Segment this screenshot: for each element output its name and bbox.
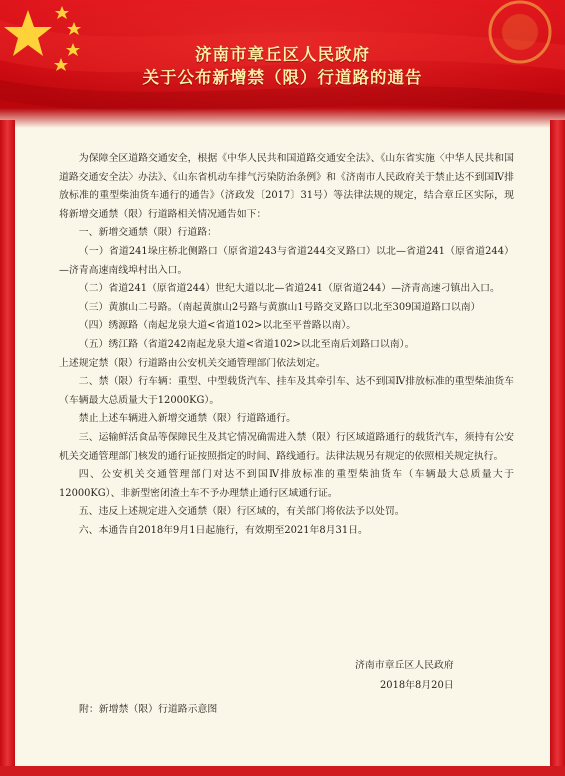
section-4: 四、公安机关交通管理部门对达不到国Ⅳ排放标准的重型柴油货车（车辆最大总质量大于12000KG）、非新型密闭渣土车不予办理禁止通行区域通行证。 bbox=[59, 469, 514, 499]
signature-date: 2018年8月20日 bbox=[380, 680, 454, 691]
header-banner bbox=[0, 0, 565, 128]
bottom-border bbox=[0, 766, 565, 776]
section-1-item: （四）绣源路（南起龙泉大道<省道102>以北至平普路以南）。 bbox=[78, 320, 357, 332]
section-1-item: （五）绣江路（省道242南起龙泉大道<省道102>以北至南后刘路口以南）。 bbox=[78, 338, 415, 350]
attachment-link[interactable]: 附：新增禁（限）行道路示意图 bbox=[79, 704, 218, 715]
notice-body bbox=[59, 150, 514, 540]
left-border bbox=[0, 120, 15, 776]
section-3: 三、运输鲜活食品等保障民生及其它情况确需进入禁（限）行区域道路通行的载货汽车，须持有公安机关交通管理部门核发的通行证按照指定的时间、路线通行。法律法规另有规定的依照相关规定执行。 bbox=[59, 431, 514, 462]
section-1-item: （二）省道241（原省道244）世纪大道以北—省道241（原省道244）—济青高速刁镇出入口。 bbox=[78, 283, 500, 295]
org-title: 济南市章丘区人民政府 bbox=[195, 45, 370, 64]
section-6: 六、本通告自2018年9月1日起施行，有效期至2021年8月31日。 bbox=[78, 524, 368, 536]
notice-title: 关于公布新增禁（限）行道路的通告 bbox=[142, 68, 423, 87]
section-1-note: 上述规定禁（限）行道路由公安机关交通管理部门依法划定。 bbox=[59, 357, 326, 369]
signature-org: 济南市章丘区人民政府 bbox=[355, 660, 454, 671]
section-1-item: （三）黄旗山二号路。（南起黄旗山2号路与黄旗山1号路交叉路口以北至309国道路口以南） bbox=[78, 301, 481, 313]
section-1-item: （一）省道241垛庄桥北侧路口（原省道243与省道244交叉路口）以北—省道241（原省道244）—济青高速南线埠村出入口。 bbox=[59, 245, 514, 276]
section-1-title: 一、新增交通禁（限）行道路： bbox=[78, 227, 218, 239]
section-2-note: 禁止上述车辆进入新增交通禁（限）行道路通行。 bbox=[78, 413, 297, 425]
intro-paragraph: 为保障全区道路交通安全，根据《中华人民共和国道路交通安全法》、《山东省实施〈中华人民共和国道路交通安全法〉办法》、《山东省机动车排气污染防治条例》和《济南市人民政府关于禁止达不到国Ⅳ排放标准的重型柴油货车通行的通告》（济政发〔2017〕31号）等法律法规的规定，结合章丘区实际，现将新增交通禁（限）行道路相关情况通告如下： bbox=[59, 153, 514, 220]
section-5: 五、违反上述规定进入交通禁（限）行区域的，有关部门将依法予以处罚。 bbox=[78, 506, 405, 518]
right-border bbox=[550, 120, 565, 776]
section-2: 二、禁（限）行车辆：重型、中型载货汽车、挂车及其牵引车、达不到国Ⅳ排放标准的重型柴油货车（车辆最大总质量大于12000KG）。 bbox=[59, 376, 514, 406]
